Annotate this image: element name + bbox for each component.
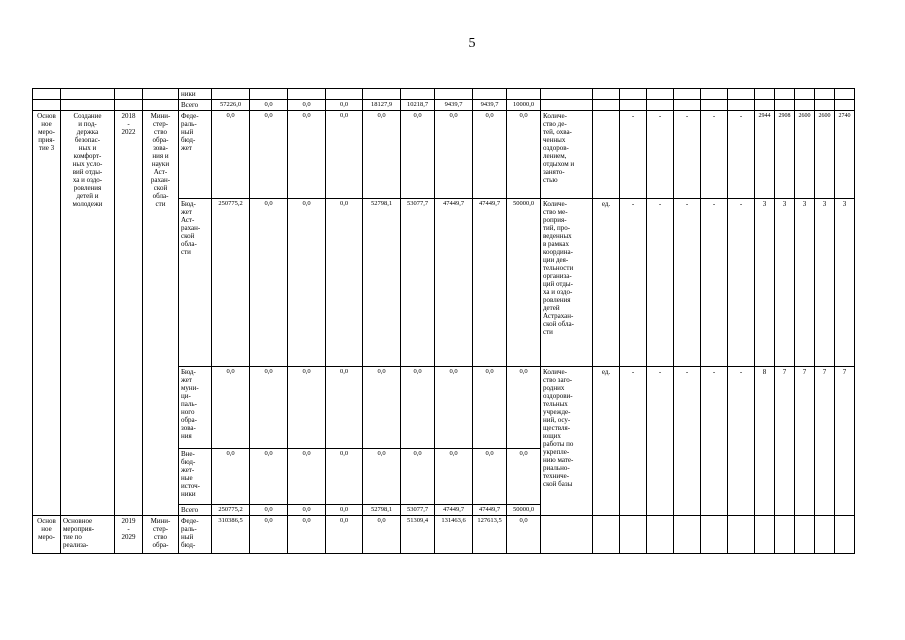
- indicator-unit: [593, 111, 620, 199]
- value-cell: 0,0: [473, 367, 507, 449]
- value-cell: 47449,7: [473, 505, 507, 516]
- dash-cell: -: [674, 367, 701, 516]
- value-cell: 0,0: [473, 449, 507, 505]
- measure-period: 2019 - 2029: [115, 516, 143, 554]
- value-cell: 0,0: [363, 516, 401, 554]
- value-cell: 47449,7: [435, 505, 473, 516]
- value-cell: 50000,0: [507, 199, 541, 367]
- value-cell: 0,0: [326, 367, 363, 449]
- value-cell: 0,0: [326, 505, 363, 516]
- measure-title: Создание и под- держка безопас- ных и комфорт- ных усло- вий отды- ха и оздо- ровления детей и молодежи: [61, 111, 115, 516]
- target-cell: 2944: [755, 111, 775, 199]
- value-cell: 52798,1: [363, 505, 401, 516]
- value-cell: 0,0: [250, 367, 288, 449]
- value-cell: 18127,9: [363, 100, 401, 111]
- measure-executor: Мини- стер- ство обра- зова- ния и науки Аст- рахан- ской обла- сти: [143, 111, 179, 516]
- funding-source: Бюд- жет Аст- рахан- ской обла- сти: [179, 199, 212, 367]
- indicator-name: Количе- ство де- тей, охва- ченных оздоров- лением, отдыхом и занято- стью: [541, 111, 593, 199]
- value-cell: 0,0: [212, 367, 250, 449]
- dash-cell: -: [647, 111, 674, 199]
- value-cell: 0,0: [288, 516, 326, 554]
- next-measure-row: [33, 516, 855, 554]
- funding-source: Феде- раль- ный бюд- жет: [179, 111, 212, 199]
- value-cell: 0,0: [288, 449, 326, 505]
- dash-cell: -: [647, 367, 674, 516]
- value-cell: 250775,2: [212, 199, 250, 367]
- value-cell: 0,0: [401, 449, 435, 505]
- value-cell: 0,0: [326, 199, 363, 367]
- total-label: Всего: [179, 505, 212, 516]
- top-row-total: [33, 100, 855, 111]
- dash-cell: -: [701, 367, 728, 516]
- value-cell: 0,0: [435, 111, 473, 199]
- value-cell: 0,0: [250, 199, 288, 367]
- value-cell: 0,0: [326, 516, 363, 554]
- indicator-name: Количе- ство ме- роприя- тий, про- веденных в рамках координа- ции дея- тельности организа- ций отды- ха и оздо- ровления детей Астрахан- ской обла- сти: [541, 199, 593, 367]
- target-cell: 7: [795, 367, 815, 516]
- value-cell: 0,0: [326, 111, 363, 199]
- target-cell: 3: [755, 199, 775, 367]
- value-cell: 127613,5: [473, 516, 507, 554]
- value-cell: 0,0: [507, 449, 541, 505]
- target-cell: 2600: [815, 111, 835, 199]
- value-cell: 0,0: [212, 449, 250, 505]
- indicator-name: Количе- ство заго- родних оздорови- тельных учрежде- ний, осу- ществля- ющих работы по укрепле- нию мате- риально- техниче- ской базы: [541, 367, 593, 516]
- measure-title: Основное мероприя- тие по реализа-: [61, 516, 115, 554]
- value-cell: 0,0: [507, 111, 541, 199]
- funding-source: Феде- раль- ный бюд-: [179, 516, 212, 554]
- page-number: 5: [468, 36, 476, 51]
- dash-cell: -: [701, 199, 728, 367]
- value-cell: 10218,7: [401, 100, 435, 111]
- value-cell: 52798,1: [363, 199, 401, 367]
- value-cell: 0,0: [288, 199, 326, 367]
- funding-source: Вне- бюд- жет- ные источ- ники: [179, 449, 212, 505]
- dash-cell: -: [620, 367, 647, 516]
- value-cell: 0,0: [288, 100, 326, 111]
- measure-label: Основ ное меро-: [33, 516, 61, 554]
- value-cell: 0,0: [507, 367, 541, 449]
- value-cell: 131463,6: [435, 516, 473, 554]
- dash-cell: -: [620, 111, 647, 199]
- value-cell: 0,0: [363, 367, 401, 449]
- value-cell: 0,0: [250, 516, 288, 554]
- dash-cell: -: [674, 111, 701, 199]
- target-cell: 2908: [775, 111, 795, 199]
- dash-cell: -: [701, 111, 728, 199]
- target-cell: 2600: [795, 111, 815, 199]
- value-cell: 10000,0: [507, 100, 541, 111]
- value-cell: 53077,7: [401, 199, 435, 367]
- measure-label: Основ ное меро- прия- тие 3: [33, 111, 61, 516]
- target-cell: 3: [835, 199, 855, 367]
- value-cell: 0,0: [288, 111, 326, 199]
- dash-cell: -: [620, 199, 647, 367]
- dash-cell: -: [647, 199, 674, 367]
- value-cell: 0,0: [401, 111, 435, 199]
- funding-source: Бюд- жет муни- ци- паль- ного обра- зова- ния: [179, 367, 212, 449]
- value-cell: 0,0: [212, 111, 250, 199]
- value-cell: 0,0: [435, 367, 473, 449]
- value-cell: 51309,4: [401, 516, 435, 554]
- value-cell: 250775,2: [212, 505, 250, 516]
- measure-period: 2018 - 2022: [115, 111, 143, 516]
- target-cell: 7: [815, 367, 835, 516]
- value-cell: 0,0: [250, 111, 288, 199]
- dash-cell: -: [674, 199, 701, 367]
- value-cell: 0,0: [507, 516, 541, 554]
- value-cell: 0,0: [326, 449, 363, 505]
- value-cell: 9439,7: [473, 100, 507, 111]
- dash-cell: -: [728, 111, 755, 199]
- value-cell: 0,0: [250, 449, 288, 505]
- value-cell: 57226,0: [212, 100, 250, 111]
- dash-cell: -: [728, 199, 755, 367]
- measure3-federal-row: [33, 111, 855, 199]
- value-cell: 0,0: [288, 505, 326, 516]
- measure-executor: Мини- стер- ство обра-: [143, 516, 179, 554]
- value-cell: 50000,0: [507, 505, 541, 516]
- program-measures-table: [32, 88, 855, 554]
- value-cell: 47449,7: [435, 199, 473, 367]
- value-cell: 0,0: [250, 100, 288, 111]
- top-row-1: [33, 89, 855, 100]
- funding-source-label: ники: [179, 89, 212, 100]
- target-cell: 2740: [835, 111, 855, 199]
- value-cell: 9439,7: [435, 100, 473, 111]
- target-cell: 8: [755, 367, 775, 516]
- indicator-unit: ед.: [593, 367, 620, 516]
- dash-cell: -: [728, 367, 755, 516]
- value-cell: 47449,7: [473, 199, 507, 367]
- value-cell: 0,0: [250, 505, 288, 516]
- target-cell: 7: [775, 367, 795, 516]
- target-cell: 3: [795, 199, 815, 367]
- value-cell: 0,0: [363, 449, 401, 505]
- target-cell: 3: [775, 199, 795, 367]
- indicator-unit: ед.: [593, 199, 620, 367]
- value-cell: 0,0: [435, 449, 473, 505]
- target-cell: 7: [835, 367, 855, 516]
- value-cell: 0,0: [473, 111, 507, 199]
- total-label: Всего: [179, 100, 212, 111]
- value-cell: 53077,7: [401, 505, 435, 516]
- value-cell: 0,0: [326, 100, 363, 111]
- target-cell: 3: [815, 199, 835, 367]
- value-cell: 310386,5: [212, 516, 250, 554]
- value-cell: 0,0: [363, 111, 401, 199]
- value-cell: 0,0: [288, 367, 326, 449]
- value-cell: 0,0: [401, 367, 435, 449]
